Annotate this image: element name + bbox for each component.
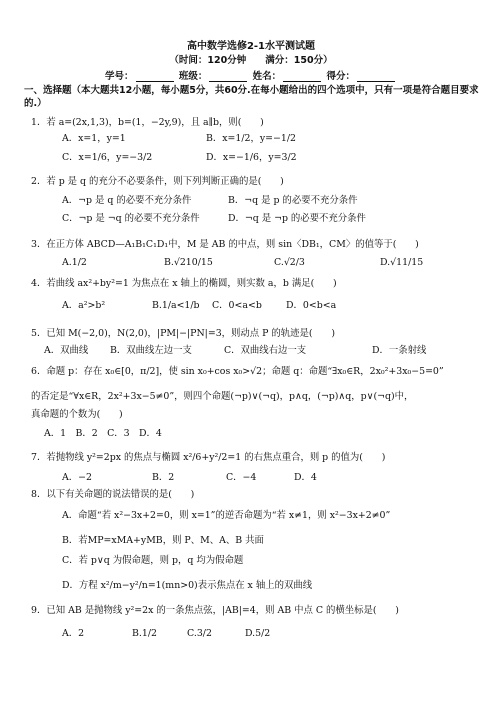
question-6-line-3: 真命题的个数为( ) <box>31 409 123 420</box>
question-1-option-a: A．x=1，y=1 <box>62 133 126 144</box>
question-3-stem: 3．在正方体 ABCD—A₁B₁C₁D₁中，M 是 AB 的中点，则 sin〈DB₁，CM〉的值等于( ) <box>31 239 419 250</box>
question-5-option-a: A．双曲线 <box>44 345 89 356</box>
question-5-option-d: D．一条射线 <box>372 345 427 356</box>
question-4-option-c: C．0<a<b <box>212 300 262 311</box>
question-9-option-a: A．2 <box>62 628 85 639</box>
page-subtitle: （时间：120分钟 满分：150分） <box>169 55 333 66</box>
question-2-option-a: A．¬p 是 q 的必要不充分条件 <box>62 195 192 206</box>
question-7-option-c: C．−4 <box>226 472 257 483</box>
question-5-option-b: B．双曲线左边一支 <box>110 345 192 356</box>
question-7-option-b: B．2 <box>152 472 175 483</box>
question-2-option-b: B．¬q 是 p 的必要不充分条件 <box>228 195 358 206</box>
question-2-stem: 2．若 p 是 q 的充分不必要条件，则下列判断正确的是( ) <box>31 176 284 187</box>
class-label: 班级： <box>178 71 208 82</box>
question-4-option-d: D．0<b<a <box>286 300 337 311</box>
question-3-option-b: B.√210/15 <box>164 257 213 268</box>
question-7-stem: 7．若抛物线 y²=2px 的焦点与椭圆 x²/6+y²/2=1 的右焦点重合，则 p 的值为( ) <box>31 452 386 463</box>
student-id-label: 学号： <box>105 71 134 82</box>
question-1-option-d: D．x=−1/6，y=3/2 <box>206 152 297 163</box>
question-1-option-c: C．x=1/6，y=−3/2 <box>62 152 153 163</box>
name-label: 姓名： <box>252 71 282 82</box>
question-9-option-b: B.1/2 <box>132 628 157 639</box>
question-3-option-a: A.1/2 <box>62 257 87 268</box>
name-blank[interactable] <box>283 71 321 82</box>
question-1-option-b: B．x=1/2，y=−1/2 <box>206 133 296 144</box>
question-5-stem: 5．已知 M(−2,0)，N(2,0)，|PM|−|PN|=3，则动点 P 的轨迹是( ) <box>31 328 335 339</box>
question-6-line-1: 6．命题 p：存在 x₀∈[0，π/2]，使 sin x₀+cos x₀>√2；命题 q：命题“∃x₀∈R，2x₀²+3x₀−5=0” <box>31 366 444 377</box>
question-9-option-c: C.3/2 <box>187 628 212 639</box>
question-2-option-d: D．¬q 是 ¬p 的必要不充分条件 <box>228 213 366 224</box>
question-1-stem: 1．若 a=(2x,1,3)，b=(1，−2y,9)，且 a∥b，则( ) <box>31 117 264 128</box>
question-8-option-a: A．命题“若 x²−3x+2=0，则 x=1”的逆否命题为“若 x≠1，则 x²−3x+2≠0” <box>62 510 391 521</box>
question-9-stem: 9．已知 AB 是抛物线 y²=2x 的一条焦点弦，|AB|=4，则 AB 中点 C 的横坐标是( ) <box>31 605 399 616</box>
score-blank[interactable] <box>357 71 395 82</box>
question-8-option-c: C．若 p∨q 为假命题，则 p，q 均为假命题 <box>62 555 244 566</box>
question-8-option-d: D．方程 x²/m−y²/n=1(mn>0)表示焦点在 x 轴上的双曲线 <box>62 580 313 591</box>
question-8-option-b: B．若MP=xMA+yMB，则 P、M、A、B 共面 <box>62 535 264 546</box>
page-title: 高中数学选修2-1水平测试题 <box>186 41 316 52</box>
question-4-option-b: B.1/a<1/b <box>152 300 200 311</box>
section-heading: 一、选择题（本大题共12小题，每小题5分，共60分.在每小题给出的四个选项中，只有一项是符合题目要求的.） <box>24 85 479 109</box>
question-2-option-c: C．¬p 是 ¬q 的必要不充分条件 <box>62 213 200 224</box>
question-9-option-d: D.5/2 <box>245 628 271 639</box>
question-3-option-c: C.√2/3 <box>274 257 305 268</box>
question-4-option-a: A．a²>b² <box>62 300 106 311</box>
question-4-stem: 4．若曲线 ax²+by²=1 为焦点在 x 轴上的椭圆，则实数 a，b 满足( ) <box>31 278 337 289</box>
student-id-blank[interactable] <box>136 71 174 82</box>
question-5-option-c: C．双曲线右边一支 <box>224 345 307 356</box>
question-6-options: A．1 B．2 C．3 D．4 <box>44 428 162 439</box>
class-blank[interactable] <box>209 71 247 82</box>
score-label: 得分： <box>326 71 355 82</box>
question-6-line-2: 的否定是“∀x∈R，2x²+3x−5≠0”，则四个命题(¬p)∨(¬q)，p∧q，(¬p)∧q，p∨(¬q)中， <box>31 391 414 402</box>
question-8-stem: 8．以下有关命题的说法错误的是( ) <box>31 489 195 500</box>
question-3-option-d: D.√11/15 <box>380 257 424 268</box>
student-info-line <box>0 68 502 82</box>
question-7-option-a: A．−2 <box>62 472 92 483</box>
question-7-option-d: D．4 <box>294 472 317 483</box>
